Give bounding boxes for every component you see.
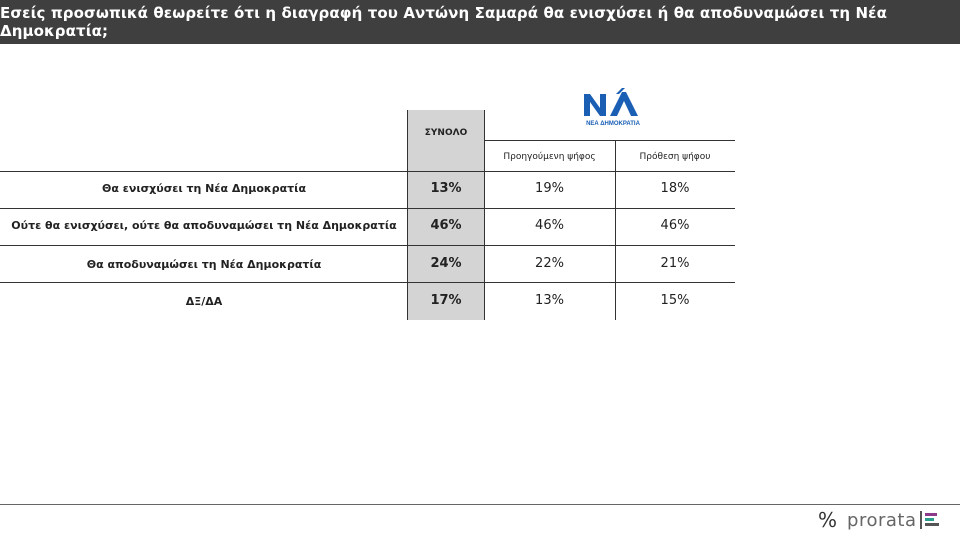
header-divider xyxy=(484,140,735,141)
column-divider xyxy=(407,110,408,320)
row-label: Ούτε θα ενισχύσει, ούτε θα αποδυναμώσει τη Νέα Δημοκρατία xyxy=(11,219,397,232)
prorata-logo xyxy=(818,509,942,531)
row-label: ΔΞ/ΔΑ xyxy=(185,295,223,308)
row-label: Θα ενισχύσει τη Νέα Δημοκρατία xyxy=(101,182,307,195)
brand-name: prorata xyxy=(847,509,917,531)
row-label: Θα αποδυναμώσει τη Νέα Δημοκρατία xyxy=(86,258,322,271)
row-divider xyxy=(0,171,735,172)
total-value: 17% xyxy=(430,293,462,308)
footer-divider xyxy=(0,504,960,505)
previous-vote-value: 22% xyxy=(535,256,564,271)
percent-icon: % xyxy=(818,508,838,532)
vote-intent-value: 18% xyxy=(660,181,690,196)
previous-vote-value: 13% xyxy=(535,293,564,308)
vote-intent-value: 46% xyxy=(660,218,690,233)
previous-vote-value: 46% xyxy=(535,218,564,233)
page-title: Εσείς προσωπικά θεωρείτε ότι η διαγραφή του Αντώνη Σαμαρά θα ενισχύσει ή θα αποδυναμώσει τη Νέα Δημοκρατία; xyxy=(0,0,960,44)
row-divider xyxy=(0,208,735,209)
previous-vote-value: 19% xyxy=(535,181,564,196)
total-value: 46% xyxy=(430,218,462,233)
subheader-previous-vote: Προηγούμενη ψήφος xyxy=(503,152,596,162)
row-divider xyxy=(0,282,735,283)
total-value: 24% xyxy=(430,256,462,271)
brand-bars-icon xyxy=(920,510,942,530)
vote-intent-value: 15% xyxy=(660,293,690,308)
row-divider xyxy=(0,245,735,246)
nd-party-logo xyxy=(578,88,648,128)
total-value: 13% xyxy=(430,181,462,196)
nd-logo-text: ΝΕΑ ΔΗΜΟΚΡΑΤΙΑ xyxy=(586,121,640,127)
vote-intent-value: 21% xyxy=(660,256,690,271)
total-column-background xyxy=(408,110,484,320)
column-divider xyxy=(484,110,485,320)
total-column-header: ΣΥΝΟΛΟ xyxy=(424,128,468,138)
subheader-vote-intent: Πρόθεση ψήφου xyxy=(639,152,711,162)
